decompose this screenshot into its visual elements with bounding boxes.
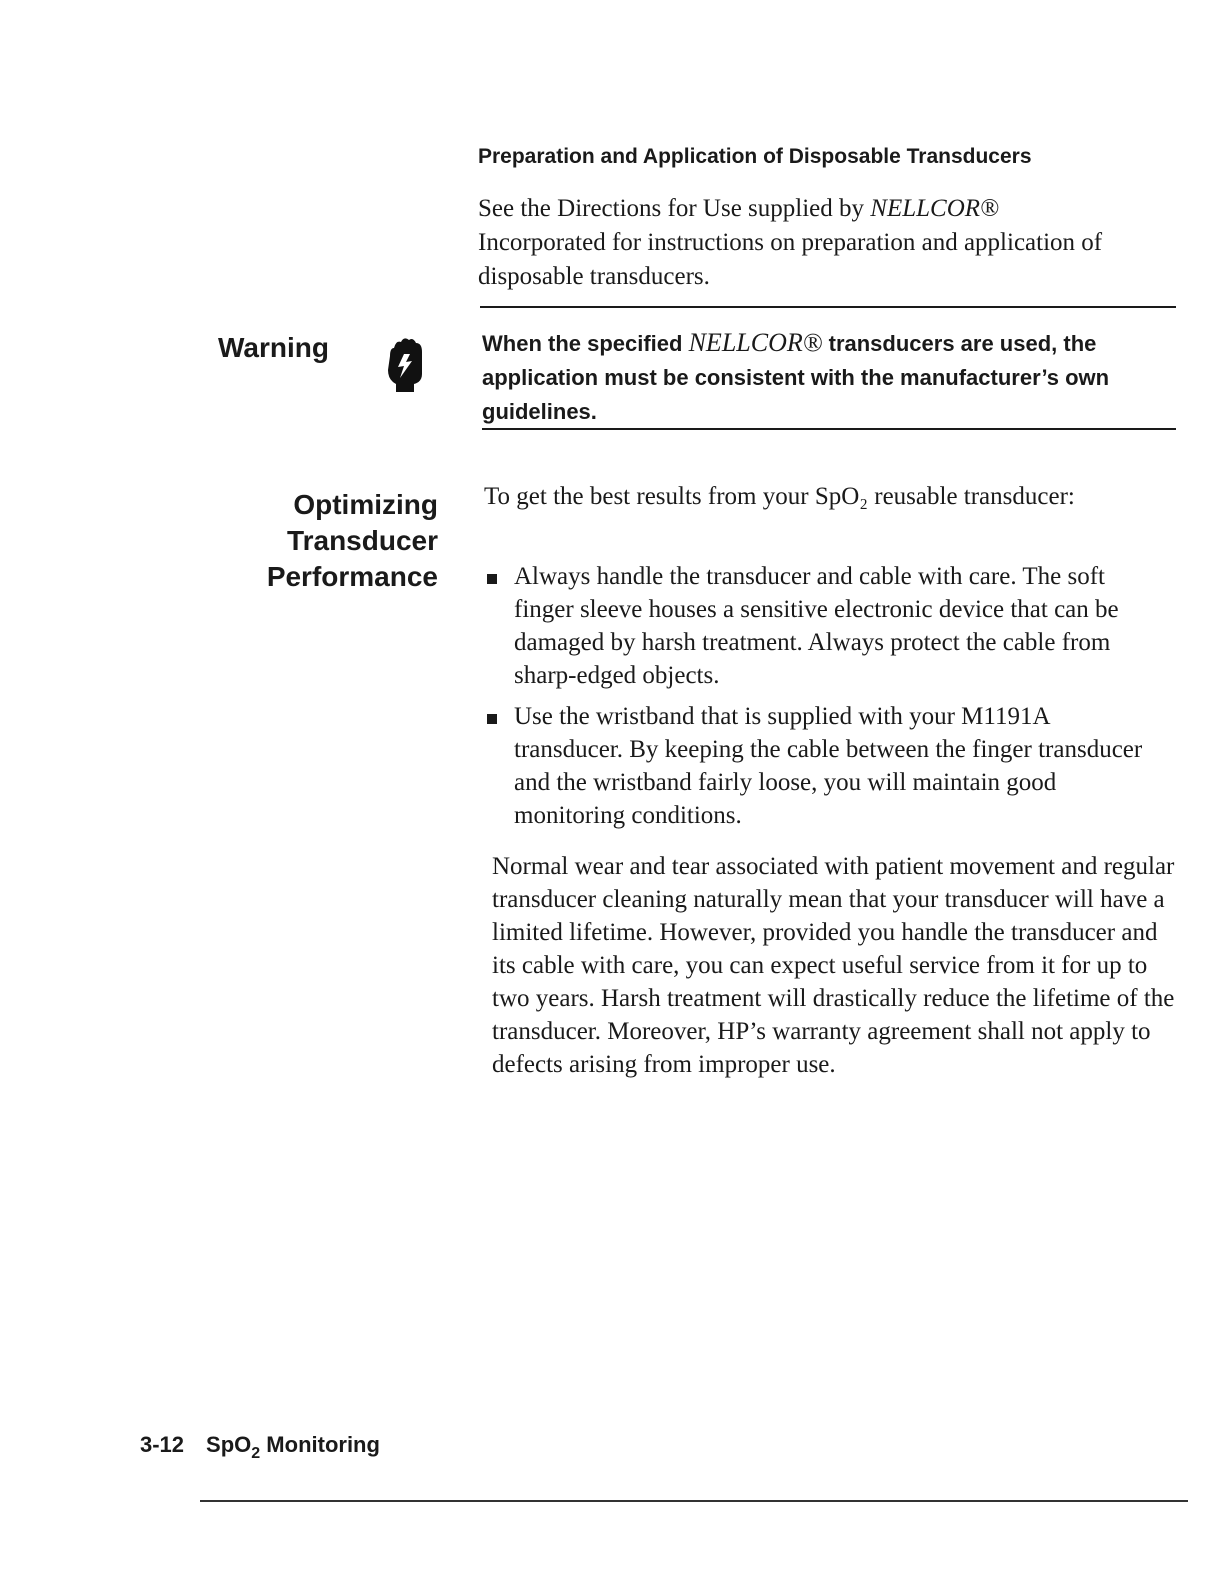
nellcor-brand: NELLCOR® (870, 195, 1000, 222)
lifetime-paragraph: Normal wear and tear associated with patient movement and regular transducer cleaning naturally mean that your transducer will have a limited lifetime. However, provided you handle the transducer and its cable with care, you can expect useful service from it for up to two years. Harsh treatment will drastically reduce the lifetime of the transducer. Moreover, HP’s warranty agreement shall not apply to defects arising from improper use. (492, 853, 1175, 1078)
bullet-text: Always handle the transducer and cable with care. The soft finger sleeve houses a sensitive electronic device that can be damaged by harsh treatment. Always protect the cable from sharp-edged objects. (514, 563, 1119, 689)
heading-line-3: Performance (266, 561, 438, 592)
footer-section-subscript: 2 (251, 1445, 261, 1462)
page-footer (140, 1432, 380, 1463)
footer-rule (200, 1500, 1188, 1502)
square-bullet-icon (487, 574, 497, 584)
preparation-text-start: See the Directions for Use supplied by (478, 195, 871, 222)
section-heading-preparation: Preparation and Application of Disposable Transducers (478, 145, 1032, 168)
warning-text-start: When the specified (482, 331, 689, 356)
heading-line-2: Transducer (287, 525, 438, 556)
warning-nellcor-brand: NELLCOR® (688, 328, 823, 357)
footer-section-main: SpO (206, 1432, 252, 1457)
bullet-item (484, 700, 1164, 832)
warning-bottom-rule (482, 428, 1176, 430)
preparation-paragraph (478, 192, 1128, 294)
section-heading-optimizing (150, 487, 438, 595)
optimizing-intro: To get the best results from your SpO₂ reusable transducer: (484, 483, 1075, 510)
bullet-text: Use the wristband that is supplied with your M1191A transducer. By keeping the cable between the finger transducer and the wristband fairly loose, you will maintain good monitoring conditions. (514, 703, 1143, 829)
page-number: 3-12 (140, 1432, 185, 1457)
footer-section-rest: Monitoring (260, 1432, 380, 1457)
warning-text (482, 326, 1187, 429)
warning-text-end: transducers are used, the application must be consistent with the manufacturer’s own guidelines. (482, 331, 1110, 424)
warning-top-rule (480, 306, 1176, 308)
heading-line-1: Optimizing (293, 489, 438, 520)
warning-label: Warning (218, 332, 329, 363)
care-bullet-list (484, 560, 1164, 840)
square-bullet-icon (487, 714, 497, 724)
bullet-item (484, 560, 1164, 692)
preparation-text-end: Incorporated for instructions on preparation and application of disposable transducers. (478, 229, 1103, 290)
warning-hand-icon (384, 334, 426, 397)
